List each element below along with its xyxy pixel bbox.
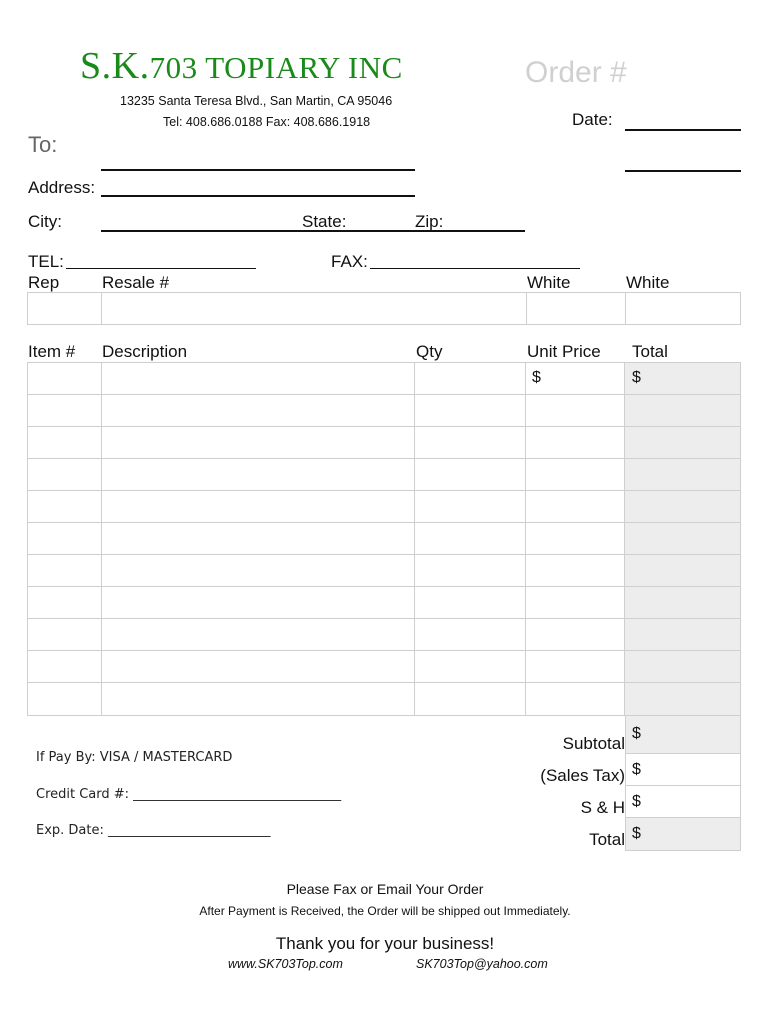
qty-cell[interactable] <box>415 587 526 619</box>
company-contact: Tel: 408.686.0188 Fax: 408.686.1918 <box>163 115 371 129</box>
resale-cell[interactable] <box>102 293 527 324</box>
total-cell[interactable] <box>625 427 740 459</box>
description-cell[interactable] <box>102 619 415 651</box>
description-header: Description <box>102 342 188 361</box>
company-name-prefix: S.K. <box>80 45 150 87</box>
total-cell[interactable] <box>625 491 740 523</box>
white-cell-2[interactable] <box>626 293 740 324</box>
sales-tax-label: (Sales Tax) <box>540 766 625 785</box>
item-cell[interactable] <box>28 395 102 427</box>
rep-table <box>27 292 741 325</box>
item-cell[interactable] <box>28 427 102 459</box>
total-cell[interactable] <box>625 523 740 555</box>
date-extra-field[interactable] <box>625 170 741 172</box>
company-name-suffix: 703 TOPIARY INC <box>149 50 403 85</box>
unit-price-cell[interactable] <box>526 491 625 523</box>
item-cell[interactable] <box>28 555 102 587</box>
total-cell[interactable] <box>625 363 740 395</box>
qty-cell[interactable] <box>415 459 526 491</box>
sales-tax-cell[interactable] <box>625 753 741 786</box>
fax-field[interactable] <box>370 268 580 269</box>
sh-label: S & H <box>580 798 625 817</box>
unit-price-cell[interactable] <box>526 395 625 427</box>
tel-field[interactable] <box>66 268 256 269</box>
footer-shipping-note: After Payment is Received, the Order will be shipped out Immediately. <box>199 904 571 918</box>
item-cell[interactable] <box>28 683 102 715</box>
item-cell[interactable] <box>28 459 102 491</box>
sales-tax-currency: $ <box>632 761 641 778</box>
credit-card-field[interactable]: Credit Card #: ________________________________ <box>36 787 342 802</box>
qty-cell[interactable] <box>415 619 526 651</box>
city-label: City: <box>28 212 62 231</box>
total-header: Total <box>632 342 668 361</box>
qty-cell[interactable] <box>415 363 526 395</box>
resale-header: Resale # <box>102 273 170 292</box>
unit-price-cell[interactable] <box>526 555 625 587</box>
sh-currency: $ <box>632 793 641 810</box>
total-cell[interactable] <box>625 459 740 491</box>
unit-price-header: Unit Price <box>527 342 601 361</box>
address-field[interactable] <box>101 195 415 197</box>
address-label: Address: <box>28 178 96 197</box>
company-address: 13235 Santa Teresa Blvd., San Martin, CA 95046 <box>120 94 393 108</box>
rep-header: Rep <box>28 273 60 292</box>
qty-cell[interactable] <box>415 651 526 683</box>
white-header-1: White <box>527 273 571 292</box>
total-cell[interactable] <box>625 395 740 427</box>
thank-you-text: Thank you for your business! <box>275 934 495 953</box>
website-link[interactable]: www.SK703Top.com <box>228 957 343 971</box>
qty-cell[interactable] <box>415 491 526 523</box>
unit-price-cell[interactable] <box>526 587 625 619</box>
qty-cell[interactable] <box>415 395 526 427</box>
description-cell[interactable] <box>102 587 415 619</box>
description-cell[interactable] <box>102 427 415 459</box>
unit-price-cell[interactable] <box>526 427 625 459</box>
item-cell[interactable] <box>28 587 102 619</box>
qty-header: Qty <box>416 342 443 361</box>
total-cell[interactable] <box>625 619 740 651</box>
order-number-title: Order # <box>525 56 627 89</box>
description-cell[interactable] <box>102 555 415 587</box>
to-field[interactable] <box>101 169 415 171</box>
description-cell[interactable] <box>102 491 415 523</box>
date-label: Date: <box>572 110 613 129</box>
tel-label: TEL: <box>28 252 64 271</box>
description-cell[interactable] <box>102 459 415 491</box>
to-label: To: <box>28 132 58 157</box>
total-cell[interactable] <box>625 555 740 587</box>
unit-price-currency: $ <box>532 369 541 386</box>
total-currency-summary: $ <box>632 825 641 842</box>
fax-label: FAX: <box>331 252 368 271</box>
subtotal-currency: $ <box>632 725 641 742</box>
items-table <box>27 362 741 716</box>
footer-instructions: Please Fax or Email Your Order <box>286 881 484 897</box>
white-header-2: White <box>626 273 670 292</box>
description-cell[interactable] <box>102 523 415 555</box>
item-cell[interactable] <box>28 491 102 523</box>
item-cell[interactable] <box>28 523 102 555</box>
total-cell[interactable] <box>625 817 741 851</box>
unit-price-cell[interactable] <box>526 459 625 491</box>
description-cell[interactable] <box>102 683 415 715</box>
item-cell[interactable] <box>28 619 102 651</box>
total-label: Total <box>589 830 625 849</box>
qty-cell[interactable] <box>415 523 526 555</box>
email-link[interactable]: SK703Top@yahoo.com <box>416 957 548 971</box>
white-cell-1[interactable] <box>527 293 626 324</box>
unit-price-cell[interactable] <box>526 651 625 683</box>
subtotal-label: Subtotal <box>562 734 625 753</box>
total-cell[interactable] <box>625 651 740 683</box>
company-name <box>80 44 403 88</box>
unit-price-cell[interactable] <box>526 619 625 651</box>
qty-cell[interactable] <box>415 683 526 715</box>
zip-label: Zip: <box>415 212 444 231</box>
total-currency: $ <box>632 369 641 386</box>
sh-cell[interactable] <box>625 785 741 818</box>
item-header: Item # <box>28 342 76 361</box>
unit-price-cell[interactable] <box>526 523 625 555</box>
rep-cell[interactable] <box>28 293 102 324</box>
description-cell[interactable] <box>102 651 415 683</box>
description-cell[interactable] <box>102 395 415 427</box>
unit-price-cell[interactable] <box>526 683 625 715</box>
total-cell[interactable] <box>625 683 740 715</box>
item-cell[interactable] <box>28 363 102 395</box>
exp-date-field[interactable]: Exp. Date: _________________________ <box>36 823 271 838</box>
pay-by-text: If Pay By: VISA / MASTERCARD <box>36 750 233 765</box>
item-cell[interactable] <box>28 651 102 683</box>
qty-cell[interactable] <box>415 427 526 459</box>
description-cell[interactable] <box>102 363 415 395</box>
total-cell[interactable] <box>625 587 740 619</box>
qty-cell[interactable] <box>415 555 526 587</box>
subtotal-cell[interactable] <box>625 716 741 754</box>
date-field[interactable] <box>625 129 741 131</box>
state-label: State: <box>302 212 347 231</box>
